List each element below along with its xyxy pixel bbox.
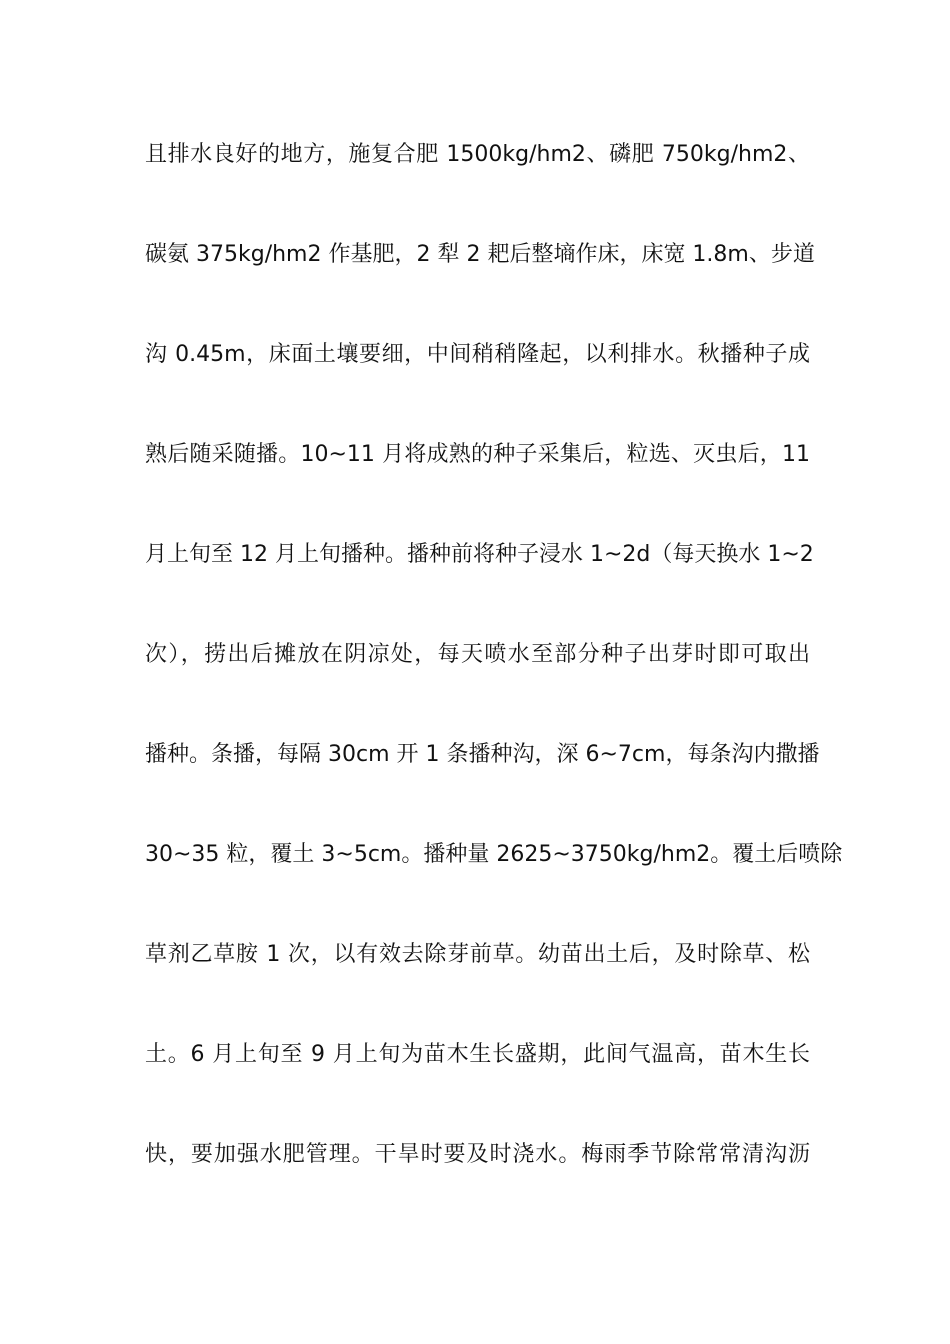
text-line-7: 播种。条播，每隔 30cm 开 1 条播种沟，深 6~7cm，每条沟内撒播 — [145, 742, 820, 767]
text-line-2: 碳氨 375kg/hm2 作基肥，2 犁 2 耙后整墒作床，床宽 1.8m、步道 — [145, 242, 815, 267]
text-line-4: 熟后随采随播。10~11 月将成熟的种子采集后，粒选、灭虫后，11 — [145, 442, 810, 467]
text-line-9: 草剂乙草胺 1 次，以有效去除芽前草。幼苗出土后，及时除草、松 — [145, 942, 810, 967]
text-line-11: 快，要加强水肥管理。干旱时要及时浇水。梅雨季节除常常清沟沥 — [145, 1142, 810, 1167]
body-text — [145, 130, 843, 1230]
text-line-5: 月上旬至 12 月上旬播种。播种前将种子浸水 1~2d（每天换水 1~2 — [145, 542, 814, 567]
text-line-10: 土。6 月上旬至 9 月上旬为苗木生长盛期，此间气温高，苗木生长 — [145, 1042, 810, 1067]
text-line-3: 沟 0.45m，床面土壤要细，中间稍稍隆起，以利排水。秋播种子成 — [145, 342, 810, 367]
text-line-1: 且排水良好的地方，施复合肥 1500kg/hm2、磷肥 750kg/hm2、 — [145, 142, 810, 167]
text-line-8: 30~35 粒，覆土 3~5cm。播种量 2625~3750kg/hm2。覆土后喷除 — [145, 842, 843, 867]
text-line-6: 次），捞出后摊放在阴凉处，每天喷水至部分种子出芽时即可取出 — [145, 642, 810, 667]
